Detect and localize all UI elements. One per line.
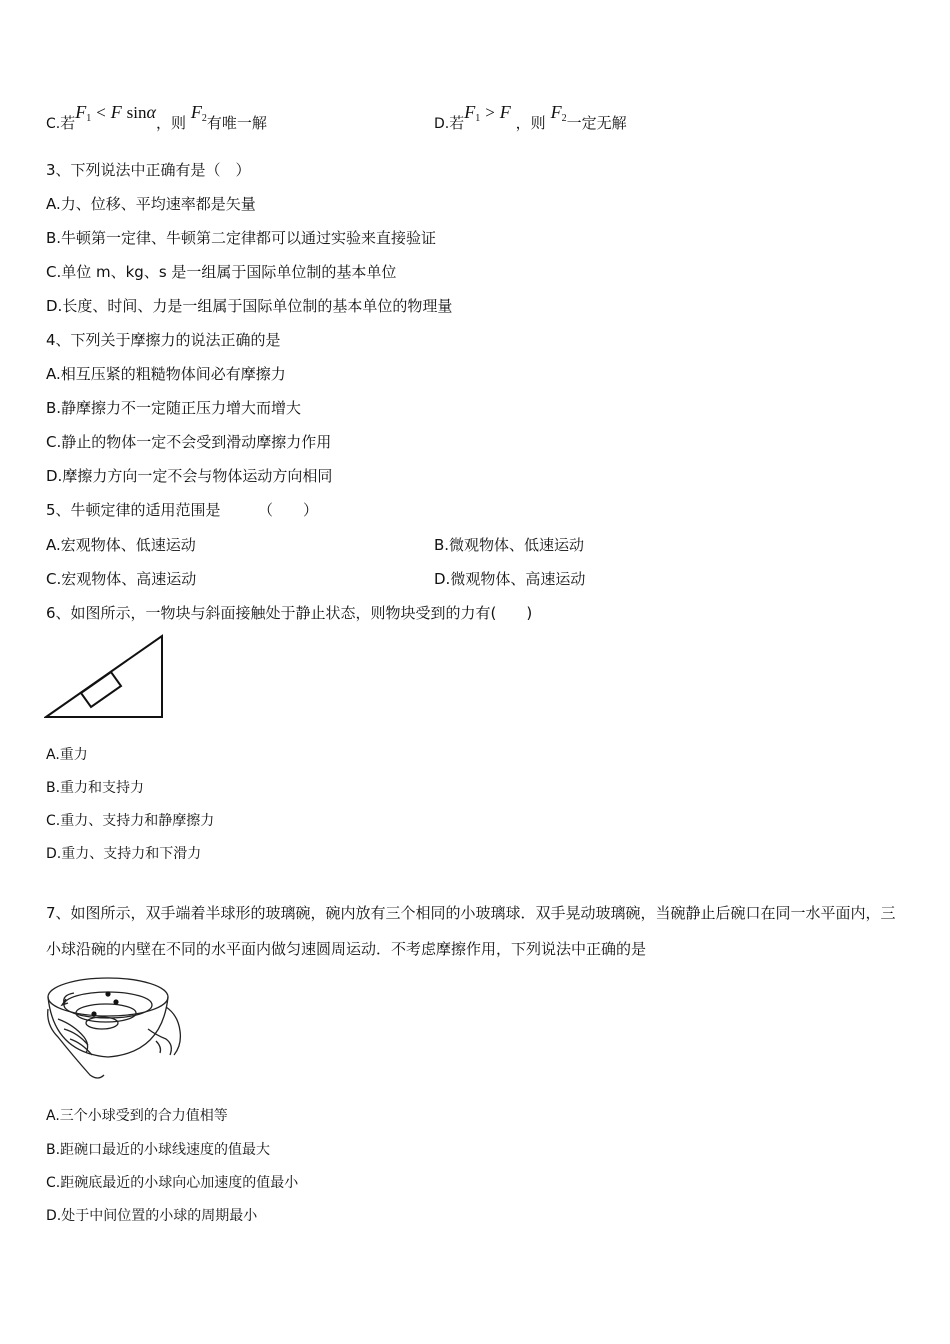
q7-option-a: A.三个小球受到的合力值相等 bbox=[46, 1108, 228, 1124]
formula-f1-less-fsina: $F_1 < F$ sinα bbox=[75, 102, 156, 124]
q4-option-a: A.相互压紧的粗糙物体间必有摩擦力 bbox=[46, 365, 286, 383]
q5-option-d: D.微观物体、高速运动 bbox=[434, 570, 586, 588]
ball-middle bbox=[113, 999, 118, 1004]
q5-option-c: C.宏观物体、高速运动 bbox=[46, 570, 197, 588]
q4-option-b: B.静摩擦力不一定随正压力增大而增大 bbox=[46, 399, 302, 417]
q6-option-c: C.重力、支持力和静摩擦力 bbox=[46, 813, 215, 829]
right-hand bbox=[166, 1007, 180, 1055]
formula-f2: $F_2$ bbox=[550, 102, 567, 124]
q7-option-b: B.距碗口最近的小球线速度的值最大 bbox=[46, 1142, 271, 1158]
q2-option-c: C.若$F_1 < F$ sinα，则 $F_2$有唯一解 bbox=[46, 102, 267, 132]
q6-option-a: A.重力 bbox=[46, 747, 88, 763]
q5-option-a: A.宏观物体、低速运动 bbox=[46, 536, 196, 554]
formula-f1-greater-f: $F_1 > F$ bbox=[464, 102, 511, 124]
q7-stem: 7、如图所示，双手端着半球形的玻璃碗，碗内放有三个相同的小玻璃球．双手晃动玻璃碗，当碗静止后碗口在同一水平面内，三小球沿碗的内壁在不同的水平面内做匀速圆周运动．不考虑摩擦作用，下列说法中正确的是 bbox=[46, 904, 896, 958]
q6-stem: 6、如图所示，一物块与斜面接触处于静止状态，则物块受到的力有( ) bbox=[46, 604, 533, 622]
bowl-body bbox=[48, 997, 168, 1057]
q3-option-b: B.牛顿第一定律、牛顿第二定律都可以通过实验来直接验证 bbox=[46, 229, 437, 247]
q3-option-a: A.力、位移、平均速率都是矢量 bbox=[46, 195, 256, 213]
q7-option-d: D.处于中间位置的小球的周期最小 bbox=[46, 1208, 258, 1224]
incline-block-figure bbox=[44, 633, 168, 721]
q3-option-c: C.单位 m、kg、s 是一组属于国际单位制的基本单位 bbox=[46, 263, 397, 281]
left-hand bbox=[48, 1009, 104, 1078]
q6-option-b: B.重力和支持力 bbox=[46, 780, 145, 796]
q5-option-b: B.微观物体、低速运动 bbox=[434, 536, 585, 554]
q4-option-d: D.摩擦力方向一定不会与物体运动方向相同 bbox=[46, 467, 333, 485]
q4-stem: 4、下列关于摩擦力的说法正确的是 bbox=[46, 331, 281, 349]
bowl-rim bbox=[48, 978, 168, 1016]
option-label: D. bbox=[434, 116, 450, 132]
ball-top bbox=[105, 991, 110, 996]
q4-option-c: C.静止的物体一定不会受到滑动摩擦力作用 bbox=[46, 433, 332, 451]
q3-stem: 3、下列说法中正确有是（ ） bbox=[46, 161, 251, 179]
q7-option-c: C.距碗底最近的小球向心加速度的值最小 bbox=[46, 1175, 299, 1191]
block-on-incline bbox=[81, 672, 121, 707]
ball-bottom bbox=[91, 1011, 96, 1016]
formula-f2: $F_2$ bbox=[190, 102, 207, 124]
q3-option-d: D.长度、时间、力是一组属于国际单位制的基本单位的物理量 bbox=[46, 297, 453, 315]
q6-option-d: D.重力、支持力和下滑力 bbox=[46, 846, 202, 862]
q2-option-d: D.若$F_1 > F$ ，则 $F_2$一定无解 bbox=[434, 102, 627, 132]
q5-stem: 5、牛顿定律的适用范围是 （ ） bbox=[46, 501, 319, 519]
bowl-with-hands-figure bbox=[44, 975, 184, 1083]
option-label: C. bbox=[46, 116, 61, 132]
